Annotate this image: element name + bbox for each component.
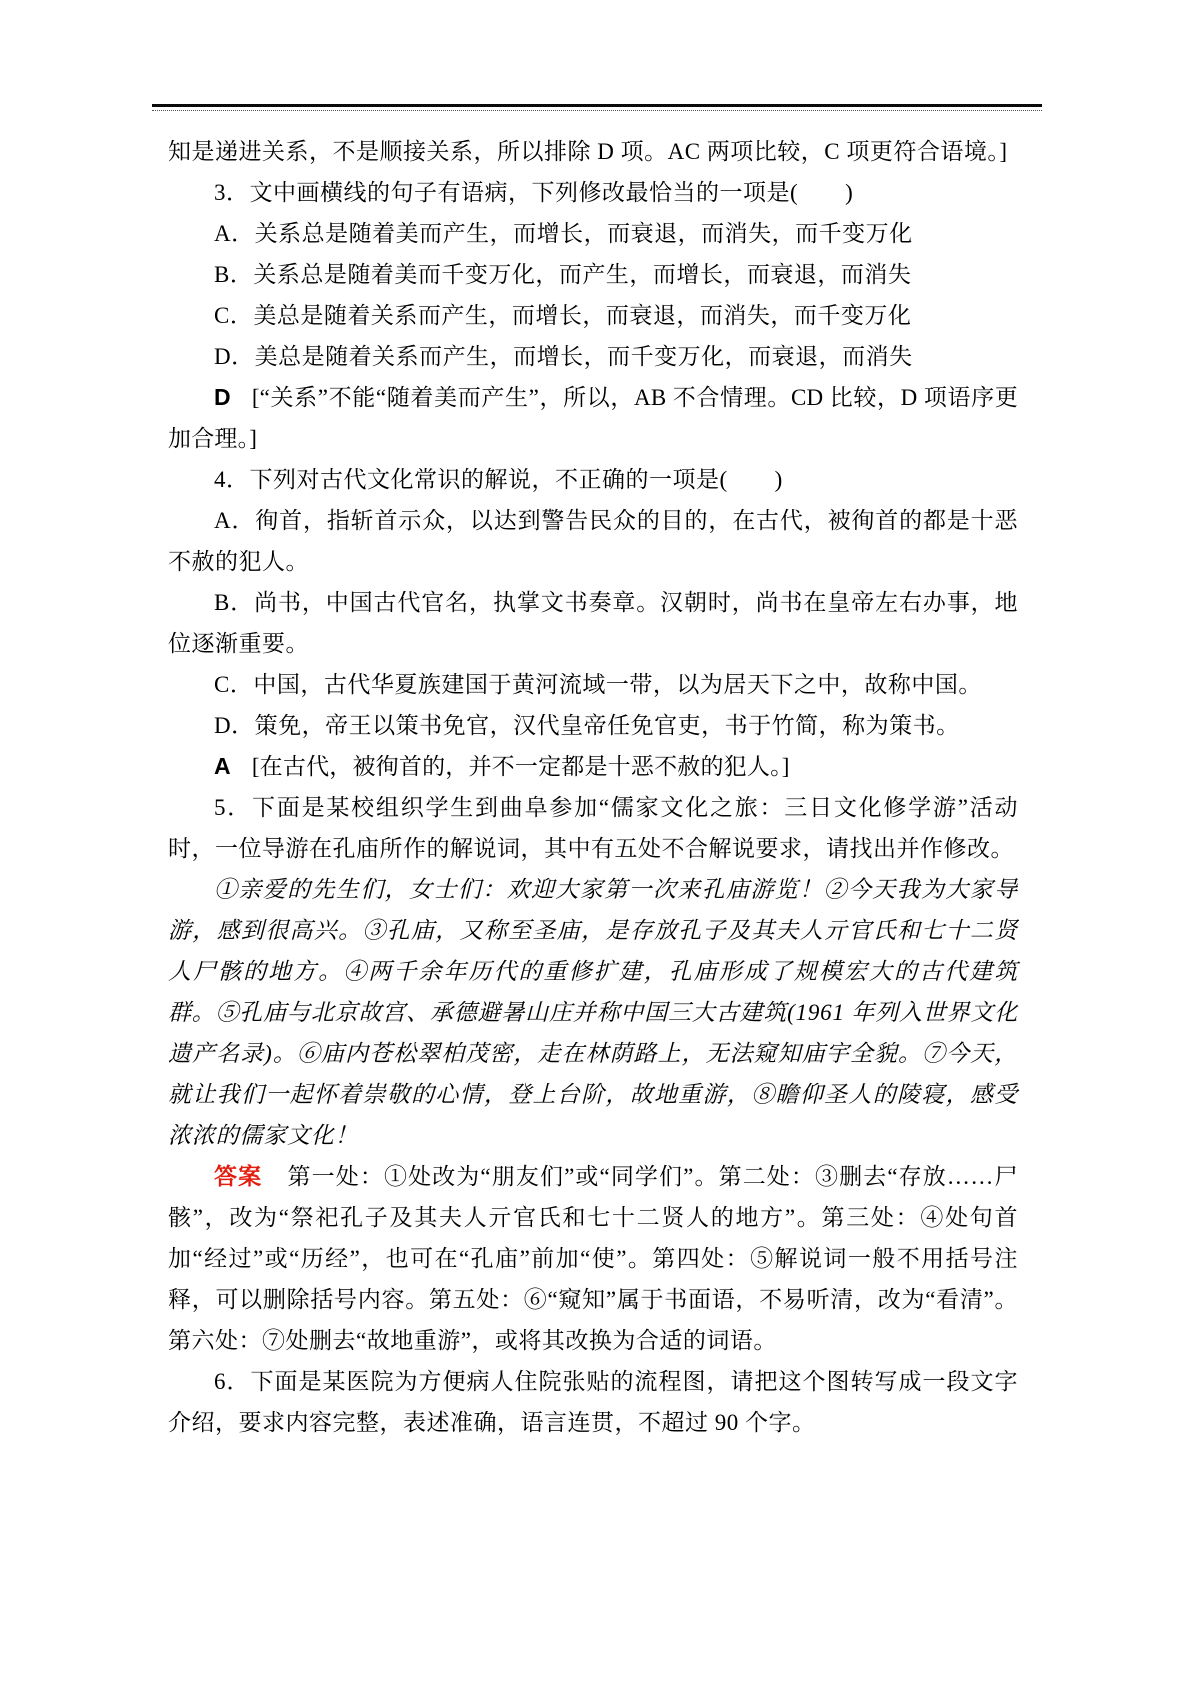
question-4-answer-line: [168, 746, 1018, 787]
question-4-option-c: C．中国，古代华夏族建国于黄河流域一带，以为居天下之中，故称中国。: [214, 672, 982, 697]
question-5-answer-text: 第一处：①处改为“朋友们”或“同学们”。第二处：③删去“存放……尸骸”，改为“祭祀孔子及其夫人亓官氏和七十二贤人的地方”。第三处：④处句首加“经过”或“历经”，也可在“孔庙”前加“使”。第四处：⑤解说词一般不用括号注释，可以删除括号内容。第五处：⑥“窥知”属于书面语，不易听清，改为“看清”。第六处：⑦处删去“故地重游”，或将其改换为合适的词语。: [168, 1164, 1019, 1353]
question-3-option-b: B．关系总是随着美而千变万化，而产生，而增长，而衰退，而消失: [214, 262, 912, 287]
question-5-answer-paragraph: [168, 1156, 1018, 1361]
question-4-option-b: B．尚书，中国古代官名，执掌文书奏章。汉朝时，尚书在皇帝左右办事，地位逐渐重要。: [168, 590, 1018, 656]
question-6-stem: 6．下面是某医院为方便病人住院张贴的流程图，请把这个图转写成一段文字介绍，要求内容完整，表述准确，语言连贯，不超过 90 个字。: [168, 1369, 1018, 1435]
question-5-stem: 5．下面是某校组织学生到曲阜参加“儒家文化之旅：三日文化修学游”活动时，一位导游在孔庙所作的解说词，其中有五处不合解说要求，请找出并作修改。: [168, 795, 1018, 861]
question-5-guide-speech: ①亲爱的先生们，女士们：欢迎大家第一次来孔庙游览！②今天我为大家导游，感到很高兴。③孔庙，又称至圣庙，是存放孔子及其夫人亓官氏和七十二贤人尸骸的地方。④两千余年历代的重修扩建，孔庙形成了规模宏大的古代建筑群。⑤孔庙与北京故宫、承德避暑山庄并称中国三大古建筑(1961 年列入世界文化遗产名录)。⑥庙内苍松翠柏茂密，走在林荫路上，无法窥知庙宇全貌。⑦今天，就让我们一起怀着崇敬的心情，登上台阶，故地重游，⑧瞻仰圣人的陵寝，感受浓浓的儒家文化！: [168, 877, 1018, 1148]
header-rule: [152, 104, 1042, 111]
answer-label: 答案: [214, 1163, 263, 1189]
question-3-option-d: D．美总是随着关系而产生，而增长，而千变万化，而衰退，而消失: [214, 344, 913, 369]
question-4-answer-letter: A: [214, 753, 232, 779]
question-3-answer-note: [“关系”不能“随着美而产生”，所以，AB 不合情理。CD 比较，D 项语序更加合理。]: [168, 385, 1018, 451]
question-3-option-a: A．关系总是随着美而产生，而增长，而衰退，而消失，而千变万化: [214, 221, 913, 246]
question-4-stem: 4．下列对古代文化常识的解说，不正确的一项是( ): [214, 467, 783, 492]
question-3-answer-letter: D: [214, 384, 232, 410]
question-3-stem: 3．文中画横线的句子有语病，下列修改最恰当的一项是( ): [214, 180, 854, 205]
question-4-answer-note: [在古代，被徇首的，并不一定都是十恶不赦的犯人。]: [251, 754, 790, 779]
question-3-option-c: C．美总是随着关系而产生，而增长，而衰退，而消失，而千变万化: [214, 303, 912, 328]
question-3-answer-line: [168, 377, 1018, 459]
question-4-option-d: D．策免，帝王以策书免官，汉代皇帝任免官吏，书于竹简，称为策书。: [214, 713, 960, 738]
question-4-option-a: A．徇首，指斩首示众，以达到警告民众的目的，在古代，被徇首的都是十恶不赦的犯人。: [168, 508, 1018, 574]
page-content: [168, 131, 1018, 1443]
previous-answer-continuation: 知是递进关系，不是顺接关系，所以排除 D 项。AC 两项比较，C 项更符合语境。]: [168, 139, 1008, 164]
